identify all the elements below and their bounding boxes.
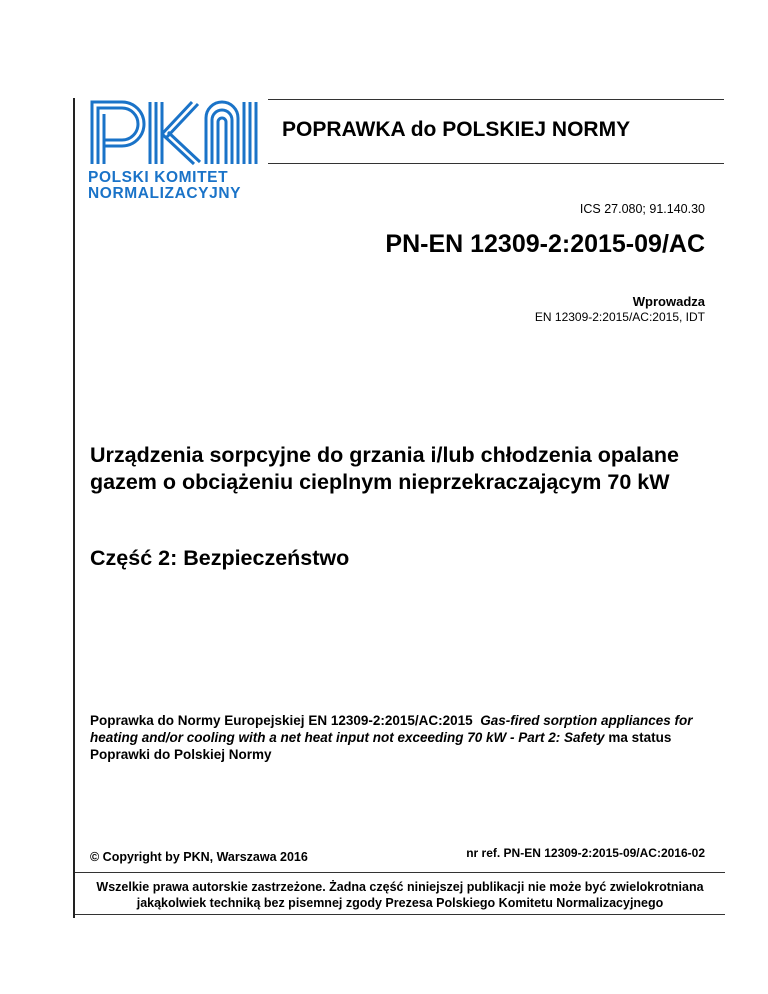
- rights-notice: [75, 879, 725, 911]
- ics-code: ICS 27.080; 91.140.30: [579, 202, 705, 216]
- note-prefix: Poprawka do Normy Europejskiej EN 12309-2:2015/AC:2015: [90, 713, 473, 728]
- note-english-title: Gas-fired sorption appliances for heating and/or cooling with a net heat input not exceeding 70 kW - Part 2: Safety: [90, 713, 693, 745]
- pkn-logo: [88, 98, 268, 202]
- margin-line: [73, 98, 75, 918]
- header-bottom-rule: [268, 163, 724, 164]
- standard-number: PN-EN 12309-2:2015-09/AC: [385, 230, 705, 258]
- status-note: [90, 712, 710, 763]
- logo-text-line1: POLSKI KOMITET: [88, 169, 229, 186]
- note-suffix: ma status Poprawki do Polskiej Normy: [90, 730, 672, 762]
- footer-bottom-rule: [75, 914, 725, 915]
- rights-line1: Wszelkie prawa autorskie zastrzeżone. Żadna część niniejszej publikacji nie może być zwielokrotniana: [96, 880, 704, 894]
- pkn-logo-mark: [88, 98, 260, 166]
- rights-line2: jakąkolwiek techniką bez pisemnej zgody Prezesa Polskiego Komitetu Normalizacyjnego: [136, 896, 664, 910]
- standard-title: Urządzenia sorpcyjne do grzania i/lub chłodzenia opalane gazem o obciążeniu cieplnym nieprzekraczającym 70 kW: [90, 443, 679, 494]
- introduces-label: Wprowadza: [632, 294, 705, 309]
- footer-top-rule: [75, 872, 725, 873]
- part-title: Część 2: Bezpieczeństwo: [90, 546, 350, 570]
- document-type-title: POPRAWKA do POLSKIEJ NORMY: [282, 118, 631, 141]
- logo-text-line2: NORMALIZACYJNY: [88, 185, 242, 202]
- reference-number: nr ref. PN-EN 12309-2:2015-09/AC:2016-02: [466, 846, 705, 860]
- copyright: © Copyright by PKN, Warszawa 2016: [90, 850, 308, 864]
- introduces-reference: EN 12309-2:2015/AC:2015, IDT: [534, 310, 705, 324]
- header-top-rule: [268, 99, 724, 100]
